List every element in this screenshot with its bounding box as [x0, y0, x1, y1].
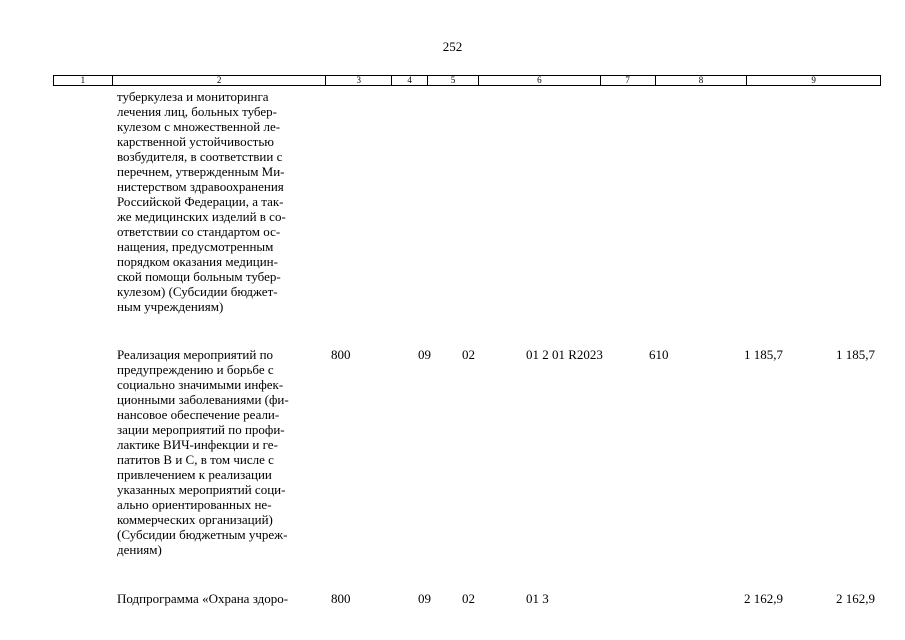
cell-section: 09 [418, 591, 431, 606]
cell-expense-type: 610 [649, 347, 669, 362]
page-number: 252 [442, 39, 463, 54]
column-header-8: 8 [655, 76, 747, 85]
cell-subsection: 02 [462, 347, 475, 362]
cell-target-article: 01 2 01 R2023 [526, 347, 603, 362]
column-header-1: 1 [80, 75, 86, 85]
column-header-4: 4 [391, 76, 427, 85]
column-header-5: 5 [427, 76, 478, 85]
row-description: Реализация мероприятий по предупреждению и борьбе с социально значимыми инфек- ционными заболеваниями (фи- нансовое обеспечение реали- зации мероприятий по профи- лактике ВИЧ-инфекции и ге- патитов В и С, в том числе с привлечением к реализации указанных мероприятий соци- ально ориентированных не- коммерческих организаций) (Субсидии бюджетным учреж- дениям) [117, 347, 289, 557]
cell-target-article: 01 3 [526, 591, 549, 606]
column-header-2: 2 [112, 76, 325, 85]
cell-amount-2: 1 185,7 [836, 347, 875, 362]
cell-amount-1: 1 185,7 [744, 347, 783, 362]
row-description: Подпрограмма «Охрана здоро- [117, 591, 289, 606]
table-header-row [53, 75, 881, 86]
cell-ministry-code: 800 [331, 347, 351, 362]
column-header-3: 3 [325, 76, 391, 85]
cell-subsection: 02 [462, 591, 475, 606]
row-description: туберкулеза и мониторинга лечения лиц, больных тубер- кулезом с множественной ле- карственной устойчивостью возбудителя, в соответствии с перечнем, утвержденным Ми- нистерством здравоохранения Российской Федерации, а так- же медицинских изделий в со- ответствии со стандартом ос- нащения, предусмотренным порядком оказания медицин- ской помощи больным тубер- кулезом) (Субсидии бюджет- ным учреждениям) [117, 89, 286, 314]
cell-ministry-code: 800 [331, 591, 351, 606]
cell-amount-1: 2 162,9 [744, 591, 783, 606]
cell-amount-2: 2 162,9 [836, 591, 875, 606]
column-header-6: 6 [478, 76, 600, 85]
column-header-7: 7 [600, 76, 655, 85]
cell-section: 09 [418, 347, 431, 362]
column-header-9: 9 [746, 76, 880, 85]
